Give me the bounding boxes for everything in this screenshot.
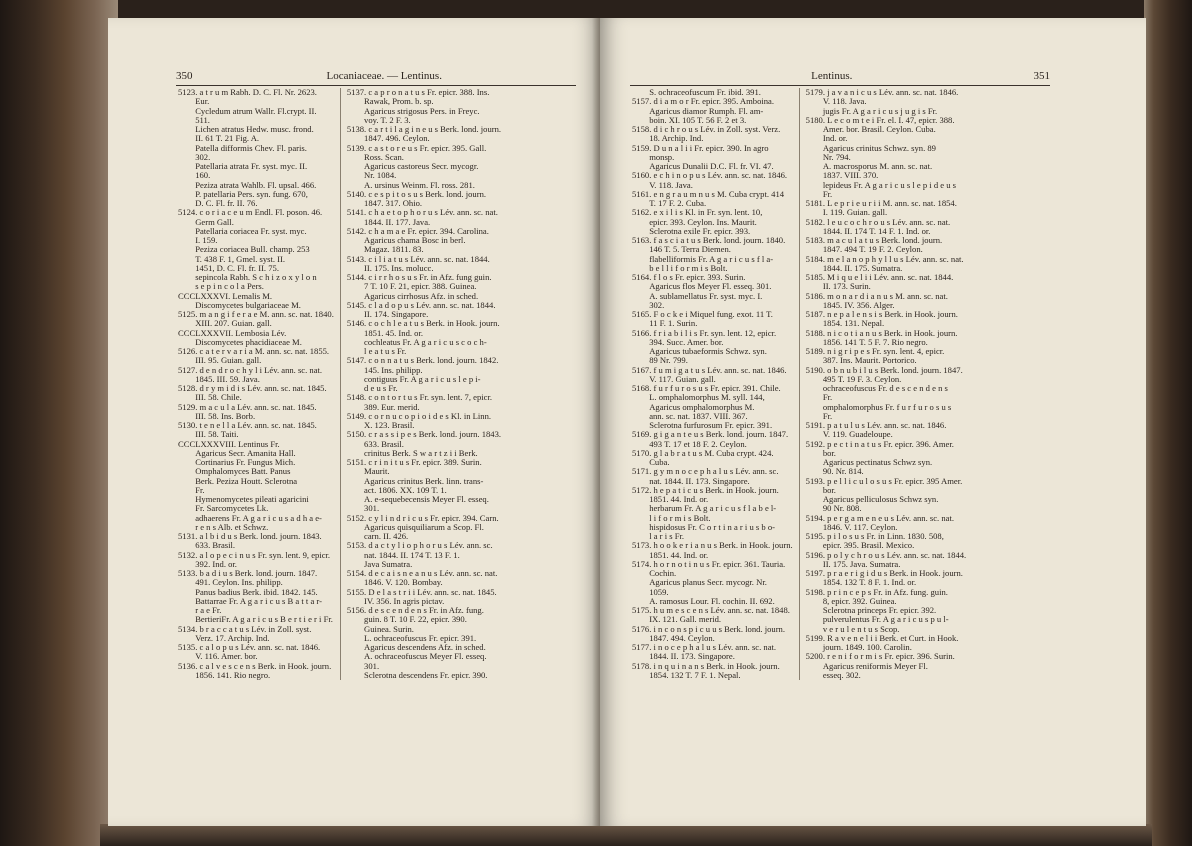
right-header-rule xyxy=(630,85,1050,86)
text-line: 5138. c a r t i l a g i n e u s Berk. lond. journ. xyxy=(346,124,502,134)
text-line: Ross. Scan. xyxy=(346,151,404,162)
text-line: monsp. xyxy=(632,151,675,162)
text-line: X. 123. Brasil. xyxy=(346,420,415,430)
text-line: pulverulentus Fr. A g a r i c u s p u l- xyxy=(805,614,949,625)
text-line: epicr. 395. Brasil. Mexico. xyxy=(805,540,915,551)
text-line: II. 173. Surin. xyxy=(805,281,871,292)
text-line: b e l l i f o r m i s Bolt. xyxy=(632,262,728,273)
text-line: 5164. f l o s Fr. epicr. 393. Surin. xyxy=(632,272,746,282)
text-line: 5147. c o n n a t u s Berk. lond. journ. 1842. xyxy=(346,355,499,366)
text-line: epicr. 393. Ceylon. Ins. Maurit. xyxy=(632,216,757,227)
text-line: 5130. t e n e l l a Lév. ann. sc. nat. 1845. xyxy=(178,420,317,430)
text-line: II. 175. Java. Sumatra. xyxy=(805,558,901,569)
text-line: 302. xyxy=(178,151,211,162)
text-line: IX. 121. Gall. merid. xyxy=(632,614,722,625)
text-line: sepincola Rabh. S c h i z o x y l o n xyxy=(178,272,317,282)
text-line: Eur. xyxy=(178,96,210,107)
text-line: Berk. Peziza Houtt. Sclerotna xyxy=(178,475,298,486)
text-line: 5132. a l o p e c i n u s Fr. syn. lent. 9, epicr. xyxy=(178,549,331,560)
text-line: 5181. L e p r i e u r i i M. ann. sc. nat. 1854. xyxy=(805,198,957,208)
text-line: v e r u l e n t u s Scop. xyxy=(805,623,900,634)
text-line: 5199. R a v e n e l i i Berk. et Curt. in Hook. xyxy=(805,632,959,643)
right-column-divider xyxy=(799,88,800,680)
text-line: A. sublamellatus Fr. syst. myc. I. xyxy=(632,290,763,301)
text-line: Rawak, Prom. b. sp. xyxy=(346,96,434,107)
text-line: Sclerotna exile Fr. epicr. 393. xyxy=(632,225,751,236)
text-line: 392. Ind. or. xyxy=(178,558,237,569)
text-line: flabelliformis Fr. A g a r i c u s f l a- xyxy=(632,253,774,264)
text-line: 5175. h u m e s c e n s Lév. ann. sc. nat. 1848. xyxy=(632,605,790,615)
text-line: 5159. D u n a l i i Fr. epicr. 390. In agro xyxy=(632,142,769,153)
text-line: r e n s Alb. et Schwz. xyxy=(178,521,269,532)
text-line: XIII. 207. Guian. gall. xyxy=(178,318,272,329)
text-line: Sclerotna furfurosum Fr. epicr. 391. xyxy=(632,420,773,430)
text-line: 5125. m a n g i f e r a e M. ann. sc. nat. 1840. xyxy=(178,309,334,319)
text-line: 5162. e x i l i s Kl. in Fr. syn. lent. 10, xyxy=(632,207,763,218)
text-line: 5177. i n o c e p h a l u s Lév. ann. sc. nat. xyxy=(632,642,777,652)
text-line: bor. xyxy=(805,484,836,495)
text-line: T. 17 F. 2. Cuba. xyxy=(632,198,707,208)
text-line: omphalomorphus Fr. f u r f u r o s u s xyxy=(805,401,952,412)
text-line: 18. Archip. Ind. xyxy=(632,133,704,144)
text-line: D. C. Fl. fr. II. 76. xyxy=(178,198,258,208)
text-line: 5137. c a p r o n a t u s Fr. epicr. 388. Ins. xyxy=(346,87,490,97)
text-line: 5172. h e p a t i c u s Berk. in Hook. journ. xyxy=(632,484,779,495)
text-line: 5186. m o n a r d i a n u s M. ann. sc. nat. xyxy=(805,290,948,301)
left-column-divider xyxy=(340,88,341,680)
text-line: bor. xyxy=(805,447,836,458)
text-line: Amer. bor. Brasil. Ceylon. Cuba. xyxy=(805,124,936,134)
text-line: I. 159. xyxy=(178,235,218,245)
text-line: Sclerotna descendens Fr. epicr. 390. xyxy=(346,669,488,680)
text-line: 5131. a l b i d u s Berk. lond. journ. 1843. xyxy=(178,531,322,541)
text-line: 5200. r e n i f o r m i s Fr. epicr. 396. Surin. xyxy=(805,651,955,662)
text-line: journ. 1849. 100. Carolin. xyxy=(805,642,912,652)
text-line: 5163. f a s c i a t u s Berk. lond. journ. 1840. xyxy=(632,235,786,245)
text-line: 301. xyxy=(346,660,380,671)
text-line: 5183. m a c u l a t u s Berk. lond. journ. xyxy=(805,235,943,245)
text-line: contiguus Fr. A g a r i c u s l e p i- xyxy=(346,373,481,384)
text-line: 5184. m e l a n o p h y l l u s Lév. ann. sc. nat. xyxy=(805,253,964,264)
text-line: 5193. p e l l i c u l o s u s Fr. epicr. 395 Amer. xyxy=(805,475,963,486)
text-line: 5142. c h a m a e Fr. epicr. 394. Carolina. xyxy=(346,225,489,236)
text-line: carn. II. 426. xyxy=(346,531,409,541)
text-line: Agaricus Secr. Amanita Hall. xyxy=(178,447,296,458)
right-column-2 xyxy=(806,88,967,680)
text-line: Agaricus quisquiliarum a Scop. Fl. xyxy=(346,521,484,532)
text-line: 1837. VIII. 370. xyxy=(805,170,879,181)
text-line: Guinea. Surin. xyxy=(346,623,414,634)
text-line: 5126. c a t e r v a r i a M. ann. sc. nat. 1855. xyxy=(178,346,330,356)
text-line: 5141. c h a e t o p h o r u s Lév. ann. sc. nat. xyxy=(346,207,498,218)
text-line: Fr. xyxy=(805,410,833,421)
text-line: 387. Ins. Maurit. Portorico. xyxy=(805,355,917,366)
text-line: 5178. i n q u i n a n s Berk. in Hook. journ. xyxy=(632,660,780,671)
text-line: 5143. c i l i a t u s Lév. ann. sc. nat. 1844. xyxy=(346,253,490,264)
text-line: V. 118. Java. xyxy=(632,179,693,190)
text-line: 1845. IV. 356. Alger. xyxy=(805,299,895,310)
text-line: BertieriFr. A g a r i c u s B e r t i e r i Fr. xyxy=(178,614,333,625)
text-line: 5151. c r i n i t u s Fr. epicr. 389. Surin. xyxy=(346,457,482,467)
text-line: 5195. p i l o s u s Fr. in Linn. 1830. 508, xyxy=(805,531,944,541)
text-line: V. 116. Amer. bor. xyxy=(178,651,258,662)
text-line: Agaricus tubaeformis Schwz. syn. xyxy=(632,346,767,356)
text-line: 5148. c o n t o r t u s Fr. syn. lent. 7, epicr. xyxy=(346,392,492,403)
text-line: Fr. xyxy=(805,188,833,199)
text-line: 5136. c a l v e s c e n s Berk. in Hook. journ. xyxy=(178,660,332,671)
text-line: 5123. a t r u m Rabh. D. C. Fl. Nr. 2623. xyxy=(178,87,317,97)
text-line: 8, epicr. 392. Guinea. xyxy=(805,595,897,606)
right-column-1 xyxy=(632,88,793,680)
text-line: Agaricus pelliculosus Schwz syn. xyxy=(805,494,939,504)
text-line: III. 58. Chile. xyxy=(178,392,242,403)
text-line: 5188. n i c o t i a n u s Berk. in Hook. journ. xyxy=(805,327,958,338)
text-line: III. 58. Ins. Borb. xyxy=(178,410,256,421)
text-line: 5135. c a l o p u s Lév. ann. sc. nat. 1846. xyxy=(178,642,321,652)
text-line: 5150. c r a s s i p e s Berk. lond. journ. 1843. xyxy=(346,429,502,440)
text-line: P. patellaria Pers. syn. fung. 670, xyxy=(178,188,308,199)
text-line: 5173. h o o k e r i a n u s Berk. in Hook. journ. xyxy=(632,540,793,551)
text-line: Agaricus cirrhosus Afz. in sched. xyxy=(346,290,479,301)
text-line: Agaricus crinitus Berk. linn. trans- xyxy=(346,475,484,486)
text-line: Agaricus flos Meyer Fl. esseq. 301. xyxy=(632,281,772,292)
text-line: Agaricus castoreus Secr. mycogr. xyxy=(346,161,479,171)
text-line: 5145. c l a d o p u s Lév. ann. sc. nat. 1844. xyxy=(346,299,496,310)
text-line: 1451, D. C. Fl. fr. II. 75. xyxy=(178,262,279,273)
left-header-rule xyxy=(176,85,576,86)
text-line: 302. xyxy=(632,299,665,310)
text-line: boin. XI. 105 T. 56 F. 2 et 3. xyxy=(632,114,747,125)
text-line: 5161. e n g r a u m n u s M. Cuba crypt. 414 xyxy=(632,188,785,199)
text-line: 1846. V. 120. Bombay. xyxy=(346,577,443,588)
text-line: Discomycetes bulgariaceae M. xyxy=(178,299,301,310)
text-line: Agaricus planus Secr. mycogr. Nr. xyxy=(632,577,767,588)
text-line: 5166. f r i a b i l i s Fr. syn. lent. 12, epicr. xyxy=(632,327,777,338)
text-line: 495 T. 19 F. 3. Ceylon. xyxy=(805,373,902,384)
text-line: ann. sc. nat. 1837. VIII. 367. xyxy=(632,410,748,421)
text-line: Battarrae Fr. A g a r i c u s B a t t a r- xyxy=(178,595,322,606)
left-page-number: 350 xyxy=(176,70,193,82)
text-line: Verz. 17. Archip. Ind. xyxy=(178,632,270,643)
text-line: 90 Nr. 808. xyxy=(805,503,862,514)
left-column-2 xyxy=(347,88,501,680)
text-line: 160. xyxy=(178,170,211,181)
text-line: adhaerens Fr. A g a r i c u s a d h a e- xyxy=(178,512,322,523)
text-line: hispidosus Fr. C o r t i n a r i u s b o- xyxy=(632,521,775,532)
text-line: 5197. p r a e r i g i d u s Berk. in Hook. journ. xyxy=(805,568,963,578)
text-line: Peziza atrata Wahlb. Fl. upsal. 466. xyxy=(178,179,317,190)
text-line: 89 Nr. 799. xyxy=(632,355,688,366)
text-line: Patellaria atrata Fr. syst. myc. II. xyxy=(178,161,308,171)
text-line: 1844. II. 177. Java. xyxy=(346,216,431,227)
text-line: 5133. b a d i u s Berk. lond. journ. 1847. xyxy=(178,568,318,578)
text-line: voy. T. 2 F. 3. xyxy=(346,114,411,125)
text-line: 1059. xyxy=(632,586,669,597)
text-line: I. 119. Guian. gall. xyxy=(805,207,888,218)
text-line: A. ursinus Weinm. Fl. ross. 281. xyxy=(346,179,475,190)
text-line: 301. xyxy=(346,503,380,514)
text-line: l a r i s Fr. xyxy=(632,531,685,541)
left-page xyxy=(108,18,600,826)
text-line: esseq. 302. xyxy=(805,669,861,680)
text-line: 1854. 131. Nepal. xyxy=(805,318,885,329)
text-line: 1847. 494. Ceylon. xyxy=(632,632,715,643)
text-line: 5153. d a c t y l i o p h o r u s Lév. ann. sc. xyxy=(346,540,493,551)
text-line: A. macrosporus M. ann. sc. nat. xyxy=(805,161,933,171)
text-line: IV. 356. In agris pictav. xyxy=(346,595,445,606)
text-line: Lichen atratus Hedw. musc. frond. xyxy=(178,124,314,134)
text-line: 633. Brasil. xyxy=(346,438,404,449)
text-line: 7 T. 10 F. 21, epicr. 388. Guinea. xyxy=(346,281,477,292)
text-line: 1847. 317. Ohio. xyxy=(346,198,423,208)
text-line: 5144. c i r r h o s u s Fr. in Afz. fung guin. xyxy=(346,272,492,282)
text-line: T. 438 F. 1, Gmel. syst. II. xyxy=(178,253,286,264)
text-line: Agaricus diamor Rumph. Fl. am- xyxy=(632,105,764,116)
text-line: 5187. n e p a l e n s i s Berk. in Hook. journ. xyxy=(805,309,958,319)
text-line: 5124. c o r i a c e u m Endl. Fl. poson. 46. xyxy=(178,207,323,218)
text-line: 5179. j a v a n i c u s Lév. ann. sc. nat. 1846. xyxy=(805,87,959,97)
text-line: herbarum Fr. A g a r i c u s f l a b e l- xyxy=(632,503,777,514)
text-line: Agaricus crinitus Schwz. syn. 89 xyxy=(805,142,936,153)
text-line: r a e Fr. xyxy=(178,605,222,615)
text-line: V. 119. Guadeloupe. xyxy=(805,429,893,440)
text-line: 1851. 44. Ind. or. xyxy=(632,549,709,560)
text-line: 1851. 45. Ind. or. xyxy=(346,327,424,338)
text-line: 11 F. 1. Surin. xyxy=(632,318,698,329)
text-line: Ind. or. xyxy=(805,133,848,144)
text-line: 394. Succ. Amer. bor. xyxy=(632,336,724,347)
text-line: act. 1806. XX. 109 T. 1. xyxy=(346,484,447,495)
text-line: 5167. f u m i g a t u s Lév. ann. sc. nat. 1846. xyxy=(632,364,787,375)
text-line: Java Sumatra. xyxy=(346,558,413,569)
text-line: CCCLXXXVI. Lemalis M. xyxy=(178,290,273,301)
text-line: Cuba. xyxy=(632,457,670,467)
text-line: A. ochraceofuscus Meyer Fl. esseq. xyxy=(346,651,487,662)
left-running-title: Locaniaceae. — Lentinus. xyxy=(326,70,442,82)
text-line: 1851. 44. Ind. or. xyxy=(632,494,709,504)
text-line: 5170. g l a b r a t u s M. Cuba crypt. 424. xyxy=(632,447,774,458)
text-line: d e u s Fr. xyxy=(346,383,398,393)
text-line: guin. 8 T. 10 F. 22, epicr. 390. xyxy=(346,614,467,625)
text-line: 5190. o b n u b i l u s Berk. lond. journ. 1847. xyxy=(805,364,963,375)
right-page-number: 351 xyxy=(1033,70,1050,82)
text-line: ochraceofuscus Fr. d e s c e n d e n s xyxy=(805,383,948,393)
text-line: cochleatus Fr. A g a r i c u s c o c h- xyxy=(346,336,487,347)
text-line: 5189. n i g r i p e s Fr. syn. lent. 4, epicr. xyxy=(805,346,945,356)
text-line: Magaz. 1811. 83. xyxy=(346,244,424,255)
text-line: Agaricus descendens Afz. in sched. xyxy=(346,642,486,652)
text-line: 5129. m a c u l a Lév. ann. sc. nat. 1845. xyxy=(178,401,317,412)
text-line: V. 118. Java. xyxy=(805,96,867,107)
text-line: 5128. d r y m i d i s Lév. ann. sc. nat. 1845. xyxy=(178,383,327,393)
text-line: III. 95. Guian. gall. xyxy=(178,355,262,366)
text-line: 493 T. 17 et 18 F. 2. Ceylon. xyxy=(632,438,747,449)
text-line: 5134. b r a c c a t u s Lév. in Zoll. syst. xyxy=(178,623,312,634)
text-line: 90. Nr. 814. xyxy=(805,466,864,477)
text-line: II. 174. Singapore. xyxy=(346,309,429,319)
book-edge-bottom xyxy=(100,824,1152,846)
text-line: Omphalomyces Batt. Panus xyxy=(178,466,291,477)
text-line: 5154. d e c a i s n e a n u s Lév. ann. sc. nat. xyxy=(346,568,498,578)
text-line: Nr. 1084. xyxy=(346,170,397,181)
text-line: III. 58. Taiti. xyxy=(178,429,239,440)
left-page-header xyxy=(176,70,576,82)
text-line: Cochin. xyxy=(632,568,677,578)
text-line: 5182. l e u c o c h r o u s Lév. ann. sc. nat. xyxy=(805,216,951,227)
text-line: 1844. II. 175. Sumatra. xyxy=(805,262,903,273)
text-line: 1847. 494 T. 19 F. 2. Ceylon. xyxy=(805,244,923,255)
text-line: A. e-sequebecensis Meyer Fl. esseq. xyxy=(346,494,489,504)
text-line: 5171. g y m n o c e p h a l u s Lév. ann. sc. xyxy=(632,466,779,477)
text-line: 5174. h o r n o t i n u s Fr. epicr. 361. Tauria. xyxy=(632,558,786,569)
text-line: Patella difformis Chev. Fl. paris. xyxy=(178,142,307,153)
text-line: 5158. d i c h r o u s Lév. in Zoll. syst. Verz. xyxy=(632,124,781,134)
text-line: Patellaria coriacea Fr. syst. myc. xyxy=(178,225,307,236)
text-line: Agaricus chama Bosc in berl. xyxy=(346,235,466,245)
text-line: S. ochraceofuscum Fr. ibid. 391. xyxy=(632,87,761,97)
text-line: Agaricus pectinatus Schwz syn. xyxy=(805,457,933,467)
text-line: 511. xyxy=(178,114,210,125)
text-line: L. omphalomorphus M. syll. 144, xyxy=(632,392,765,403)
text-line: 5185. M i q u e l i i Lév. ann. sc. nat. 1844. xyxy=(805,272,954,282)
text-line: l i f o r m i s Bolt. xyxy=(632,512,711,523)
text-line: l e a t u s Fr. xyxy=(346,346,407,356)
text-line: 5191. p a t u l u s Lév. ann. sc. nat. 1846. xyxy=(805,420,947,430)
text-line: 5157. d i a m o r Fr. epicr. 395. Amboina. xyxy=(632,96,775,107)
text-line: L. ochraceofuscus Fr. epicr. 391. xyxy=(346,632,477,643)
right-page-header xyxy=(630,70,1050,82)
text-line: Sclerotna princeps Fr. epicr. 392. xyxy=(805,605,937,615)
text-line: Discomycetes phacidiaceae M. xyxy=(178,336,302,347)
text-line: 5152. c y l i n d r i c u s Fr. epicr. 394. Carn. xyxy=(346,512,499,523)
text-line: lepideus Fr. A g a r i c u s l e p i d e u s xyxy=(805,179,957,190)
text-line: 1854. 132 T. 8 F. 1. Ind. or. xyxy=(805,577,917,588)
text-line: 5169. g i g a n t e u s Berk. lond. journ. 1847. xyxy=(632,429,789,440)
text-line: 1847. 496. Ceylon. xyxy=(346,133,430,144)
text-line: Nr. 794. xyxy=(805,151,851,162)
text-line: nat. 1844. II. 174 T. 13 F. 1. xyxy=(346,549,460,560)
text-line: jugis Fr. A g a r i c u s j u g i s Fr. xyxy=(805,105,938,116)
text-line: 5168. f u r f u r o s u s Fr. epicr. 391. Chile. xyxy=(632,383,781,393)
text-line: Agaricus strigosus Pers. in Freyc. xyxy=(346,105,480,116)
text-line: 145. Ins. philipp. xyxy=(346,364,423,375)
text-line: II. 175. Ins. molucc. xyxy=(346,262,434,273)
text-line: 1846. V. 117. Ceylon. xyxy=(805,521,898,532)
text-line: 5192. p e c t i n a t u s Fr. epicr. 396. Amer. xyxy=(805,438,954,449)
text-line: Hymenomycetes pileati agaricini xyxy=(178,494,309,504)
text-line: Cortinarius Fr. Fungus Mich. xyxy=(178,457,296,467)
text-line: 1856. 141. Rio negro. xyxy=(178,669,271,680)
text-line: 1856. 141 T. 5 F. 7. Rio negro. xyxy=(805,336,928,347)
right-columns xyxy=(632,88,966,680)
text-line: nat. 1844. II. 173. Singapore. xyxy=(632,475,750,486)
text-line: Agaricus Dunalii D.C. Fl. fr. VI. 47. xyxy=(632,161,774,171)
text-line: Fr. xyxy=(805,392,833,403)
text-line: 491. Ceylon. Ins. philipp. xyxy=(178,577,283,588)
text-line: 5127. d e n d r o c h y l i Lév. ann. sc. nat. xyxy=(178,364,323,375)
text-line: 1844. II. 173. Singapore. xyxy=(632,651,735,662)
text-line: V. 117. Guian. gall. xyxy=(632,373,716,384)
text-line: 146 T. 5. Terra Diemen. xyxy=(632,244,731,255)
text-line: crinitus Berk. S w a r t z i i Berk. xyxy=(346,447,478,458)
text-line: Agaricus reniformis Meyer Fl. xyxy=(805,660,928,671)
book-edge-right xyxy=(1144,0,1192,846)
text-line: 5156. d e s c e n d e n s Fr. in Afz. fung. xyxy=(346,605,484,615)
text-line: 5149. c o r n u c o p i o i d e s Kl. in Linn. xyxy=(346,410,492,421)
text-line: A. ramosus Lour. Fl. cochin. II. 692. xyxy=(632,595,775,606)
text-line: 5140. c e s p i t o s u s Berk. lond. journ. xyxy=(346,188,487,199)
book-edge-left xyxy=(0,0,118,846)
left-columns xyxy=(178,88,501,680)
text-line: Agaricus omphalomorphus M. xyxy=(632,401,755,412)
left-column-1 xyxy=(178,88,334,680)
text-line: 5176. i n c o n s p i c u u s Berk. lond. journ. xyxy=(632,623,786,634)
text-line: Germ Gall. xyxy=(178,216,234,227)
text-line: Panus badius Berk. ibid. 1842. 145. xyxy=(178,586,318,597)
text-line: Cycledum atrum Wallr. Fl.crypt. II. xyxy=(178,105,317,116)
text-line: 5139. c a s t o r e u s Fr. epicr. 395. Gall. xyxy=(346,142,487,153)
text-line: 5146. c o c h l e a t u s Berk. in Hook. journ. xyxy=(346,318,500,329)
right-page xyxy=(600,18,1146,826)
text-line: 5180. L e c o m t e i Fr. el. I. 47, epicr. 388. xyxy=(805,114,955,125)
text-line: 633. Brasil. xyxy=(178,540,236,551)
text-line: CCCLXXXVII. Lembosia Lév. xyxy=(178,327,287,338)
text-line: s e p i n c o l a Pers. xyxy=(178,281,264,292)
text-line: 1845. III. 59. Java. xyxy=(178,373,260,384)
text-line: Maurit. xyxy=(346,466,390,477)
text-line: Fr. xyxy=(178,484,205,495)
text-line: 1844. II. 174 T. 14 F. 1. Ind. or. xyxy=(805,225,931,236)
right-running-title: Lentinus. xyxy=(811,70,853,82)
text-line: Fr. Sarcomycetes Lk. xyxy=(178,503,269,514)
text-line: 389. Eur. merid. xyxy=(346,401,420,412)
text-line: 5155. D e l a s t r i i Lév. ann. sc. nat. 1845. xyxy=(346,586,497,597)
text-line: 5165. F o c k e i Miquel fung. exot. 11 T. xyxy=(632,309,773,319)
text-line: 5160. e c h i n o p u s Lév. ann. sc. nat. 1846. xyxy=(632,170,788,181)
text-line: 1854. 132 T. 7 F. 1. Nepal. xyxy=(632,669,741,680)
text-line: 5194. p e r g a m e n e u s Lév. ann. sc. nat. xyxy=(805,512,954,523)
text-line: 5196. p o l y c h r o u s Lév. ann. sc. nat. 1844. xyxy=(805,549,967,560)
text-line: Peziza coriacea Bull. champ. 253 xyxy=(178,244,310,255)
text-line: II. 61 T. 21 Fig. A. xyxy=(178,133,260,144)
text-line: CCCLXXXVIII. Lentinus Fr. xyxy=(178,438,280,449)
text-line: 5198. p r i n c e p s Fr. in Afz. fung. guin. xyxy=(805,586,948,597)
